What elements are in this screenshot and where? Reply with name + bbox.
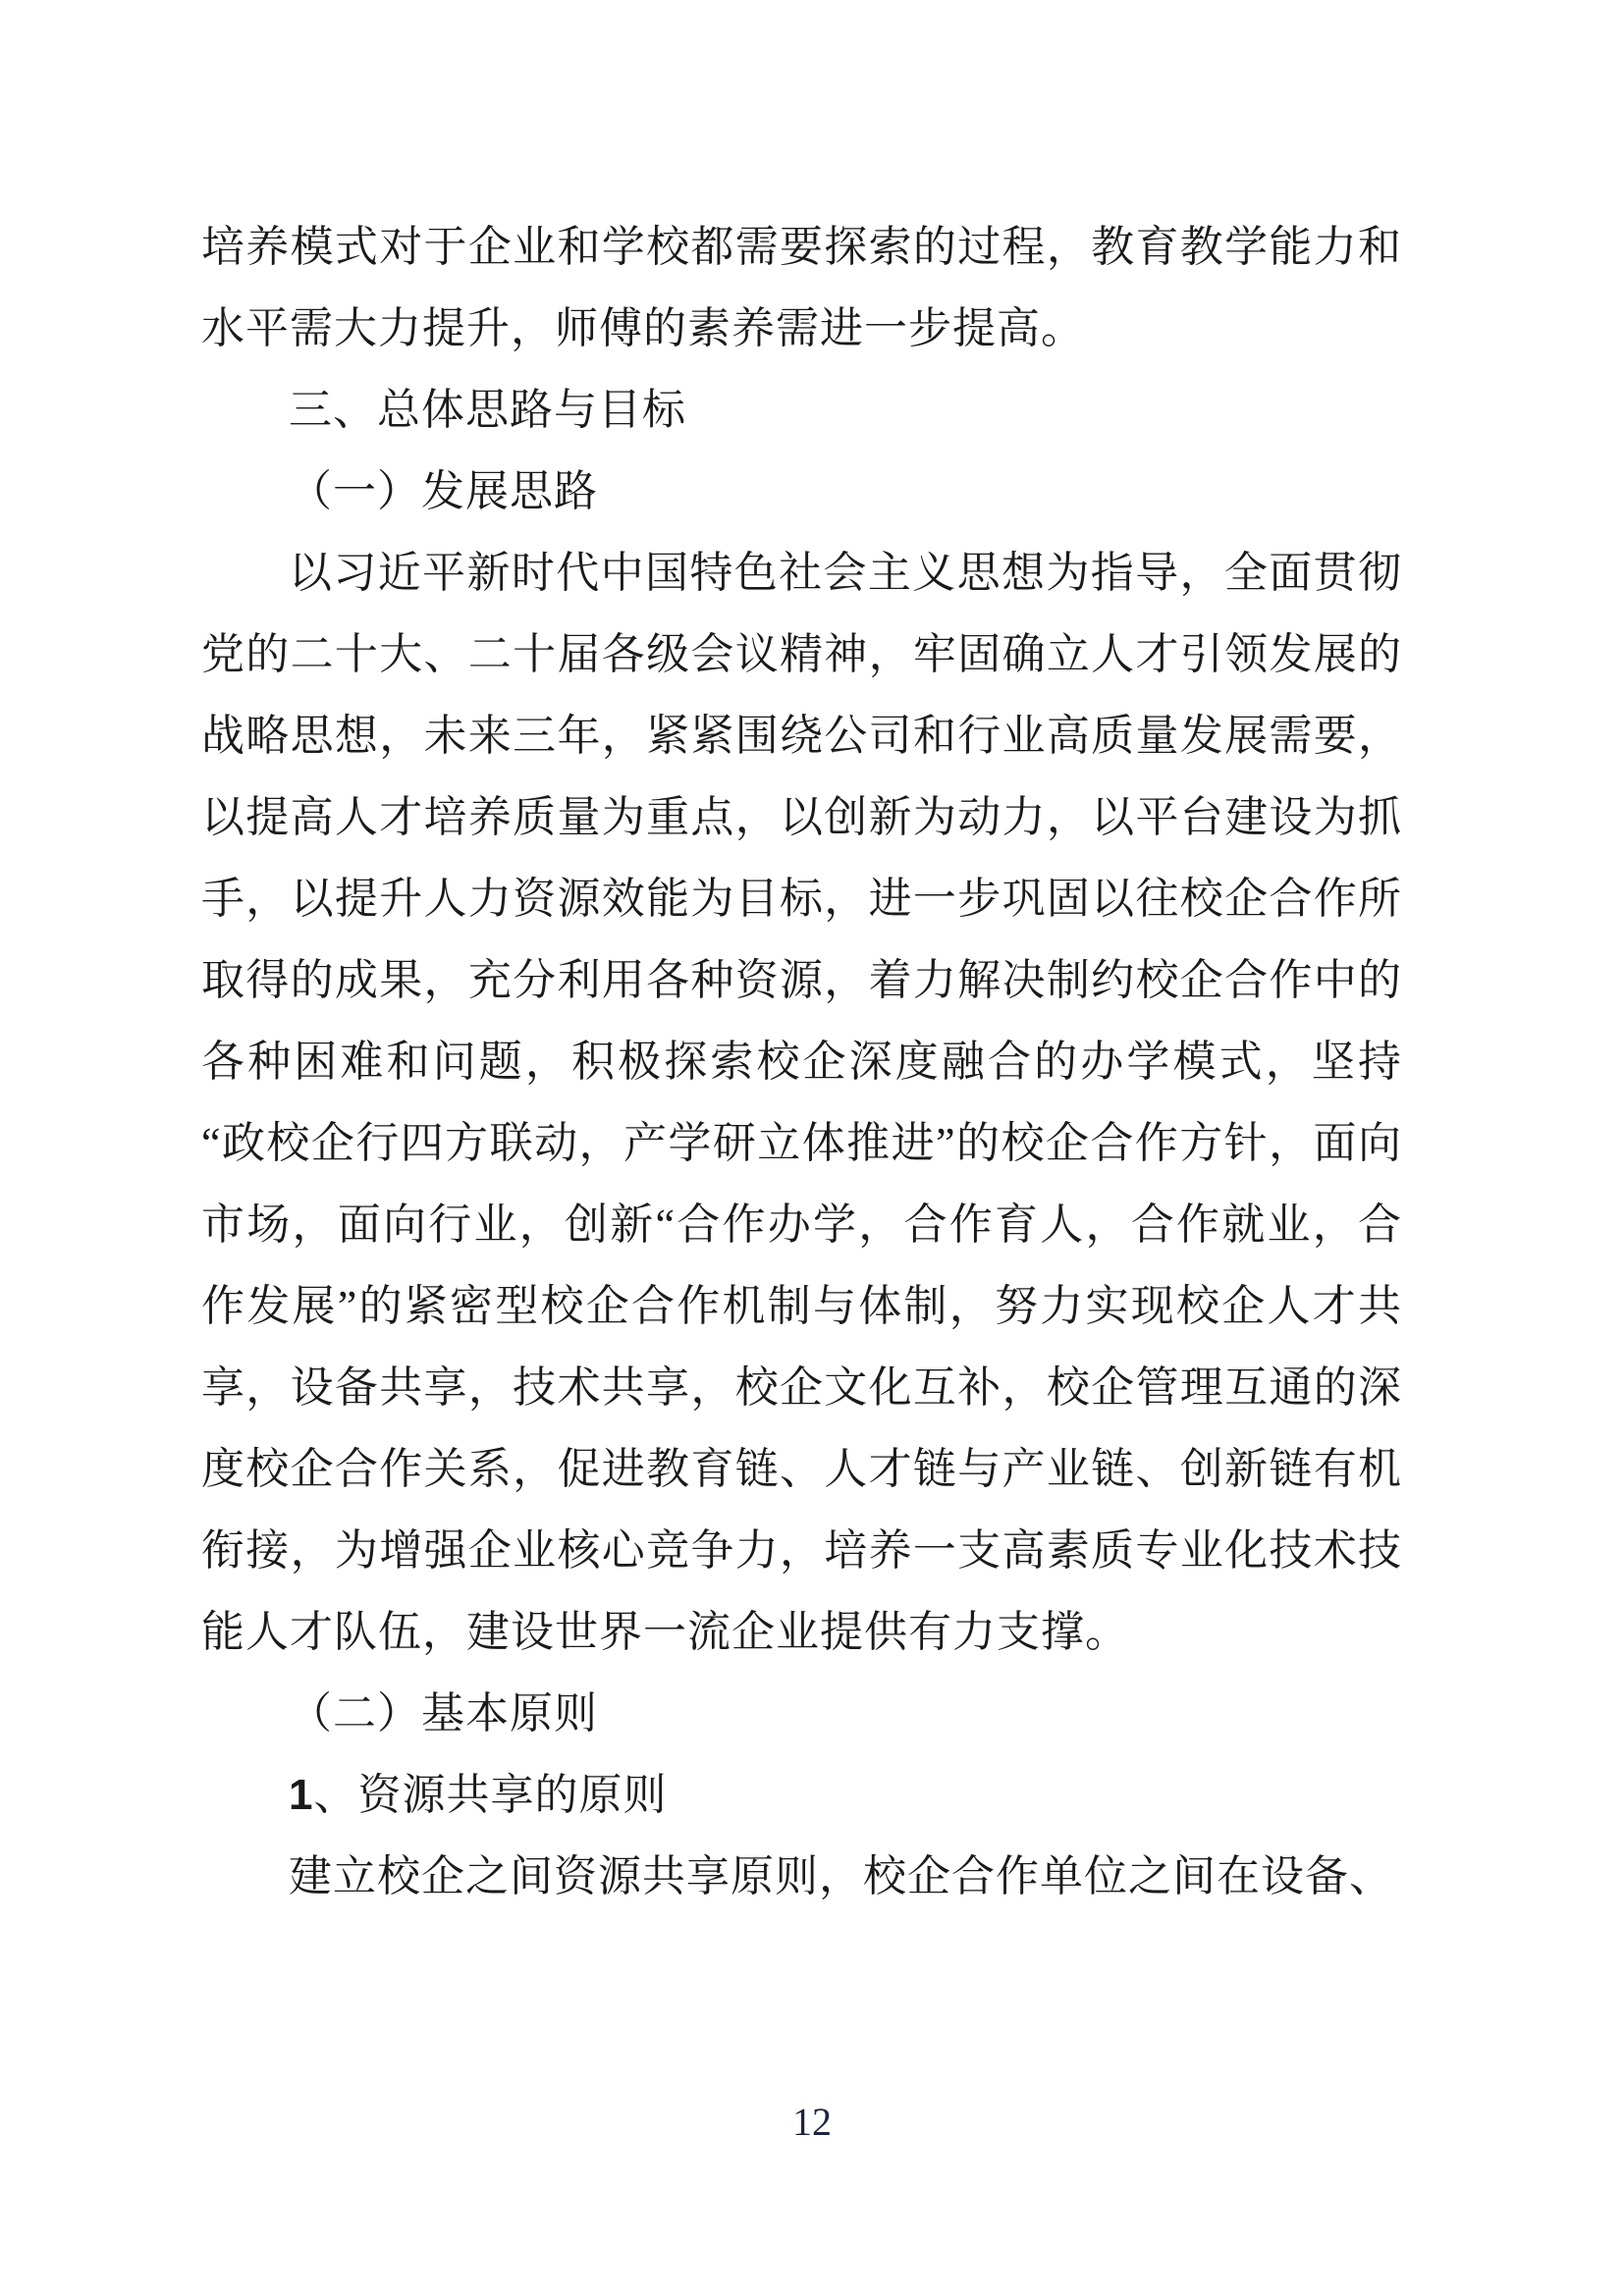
item-number-separator: 、 — [313, 1771, 358, 1819]
page-number: 12 — [792, 2100, 832, 2144]
subsection-1-heading: （一）发展思路 — [289, 467, 598, 515]
subsection-1-paragraph: 以习近平新时代中国特色社会主义思想为指导，全面贯彻党的二十大、二十届各级会议精神，牢固确立人才引领发展的战略思想，未来三年，紧紧围绕公司和行业高质量发展需要，以提高人才培养质量为重点，以创新为动力，以平台建设为抓手，以提升人力资源效能为目标，进一步巩固以往校企合作所取得的成果，充分利用各种资源，着力解决制约校企合作中的各种困难和问题，积极探索校企深度融合的办学模式，坚持“政校企行四方联动，产学研立体推进”的校企合作方针，面向市场，面向行业，创新“合作办学，合作育人，合作就业，合作发展”的紧密型校企合作机制与体制，努力实现校企人才共享，设备共享，技术共享，校企文化互补，校企管理互通的深度校企合作关系，促进教育链、人才链与产业链、创新链有机衔接，为增强企业核心竞争力，培养一支高素质专业化技术技能人才队伍，建设世界一流企业提供有力支撑。 — [201, 549, 1402, 1656]
paragraph-continuation: 培养模式对于企业和学校都需要探索的过程，教育教学能力和水平需大力提升，师傅的素养需进一步提高。 — [201, 223, 1402, 352]
page-content — [201, 0, 1402, 1917]
section-heading: 三、总体思路与目标 — [289, 386, 686, 434]
numbered-list-item — [201, 1754, 1402, 1836]
item-title: 资源共享的原则 — [357, 1771, 668, 1819]
subsection-2-heading: （二）基本原则 — [289, 1689, 598, 1737]
item-number: 1 — [289, 1771, 314, 1819]
subsection-2-paragraph-start: 建立校企之间资源共享原则，校企合作单位之间在设备、 — [289, 1852, 1393, 1900]
